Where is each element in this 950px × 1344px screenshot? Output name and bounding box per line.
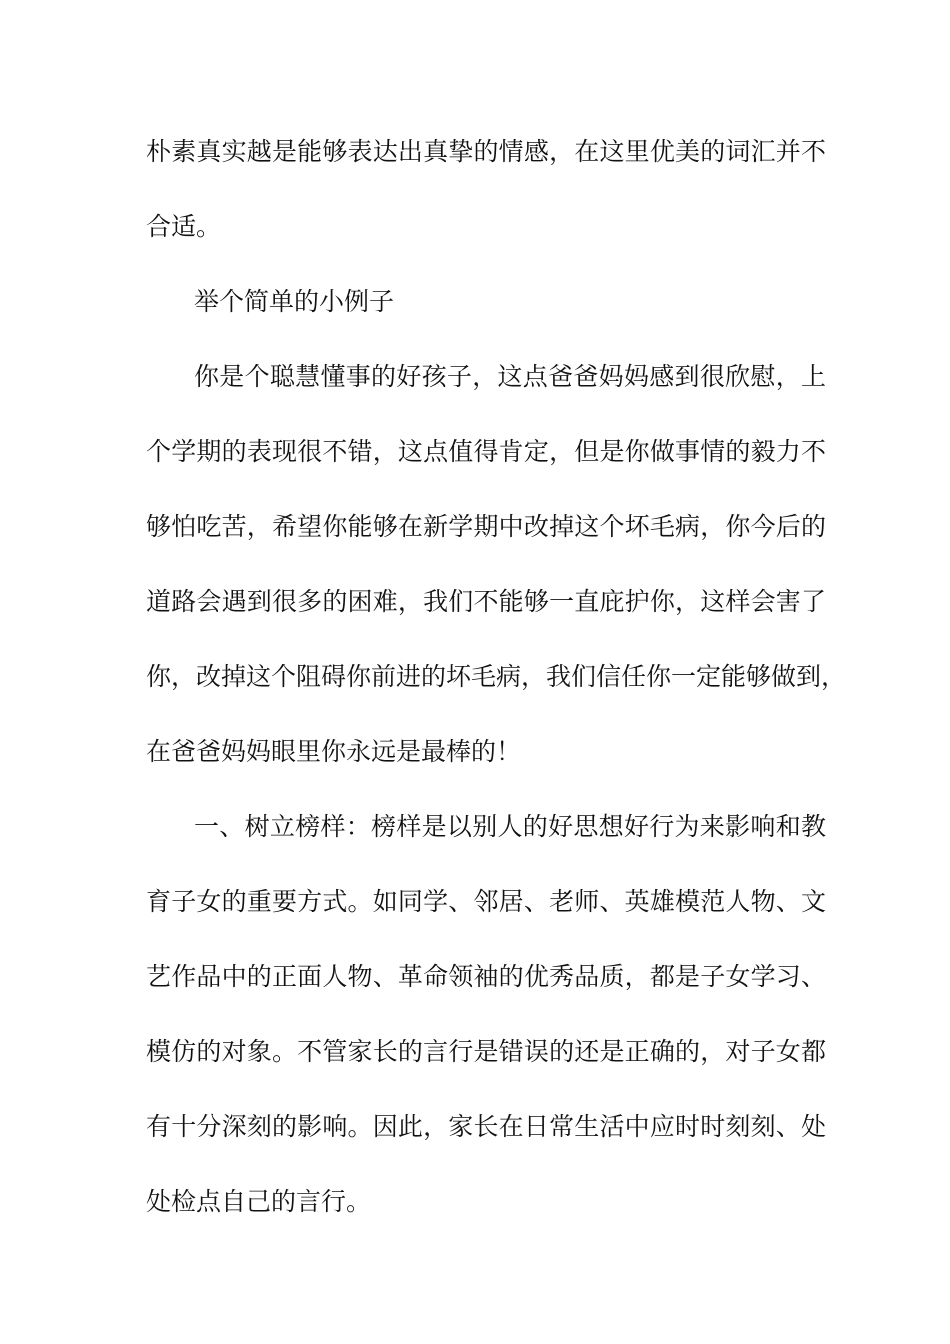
text-line: 朴素真实越是能够表达出真挚的情感，在这里优美的词汇并不 <box>146 137 826 166</box>
text-line: 你，改掉这个阻碍你前进的坏毛病，我们信任你一定能够做到， <box>146 662 847 691</box>
document-body <box>146 124 847 1249</box>
text-line: 育子女的重要方式。如同学、邻居、老师、英雄模范人物、文 <box>146 887 826 916</box>
text-line: 有十分深刻的影响。因此，家长在日常生活中应时时刻刻、处 <box>146 1112 826 1141</box>
text-line: 一、树立榜样：榜样是以别人的好思想好行为来影响和教 <box>194 812 826 841</box>
text-line: 艺作品中的正面人物、革命领袖的优秀品质，都是子女学习、 <box>146 962 826 991</box>
text-line: 模仿的对象。不管家长的言行是错误的还是正确的，对子女都 <box>146 1037 826 1066</box>
text-line: 合适。 <box>146 212 222 241</box>
text-line: 在爸爸妈妈眼里你永远是最棒的！ <box>146 737 522 766</box>
paragraph-heading: 举个简单的小例子 <box>194 287 395 316</box>
text-line: 处检点自己的言行。 <box>146 1187 372 1216</box>
text-line: 个学期的表现很不错，这点值得肯定，但是你做事情的毅力不 <box>146 437 826 466</box>
text-line: 道路会遇到很多的困难，我们不能够一直庇护你，这样会害了 <box>146 587 826 616</box>
text-line: 你是个聪慧懂事的好孩子，这点爸爸妈妈感到很欣慰，上 <box>194 362 826 391</box>
text-line: 够怕吃苦，希望你能够在新学期中改掉这个坏毛病，你今后的 <box>146 512 826 541</box>
